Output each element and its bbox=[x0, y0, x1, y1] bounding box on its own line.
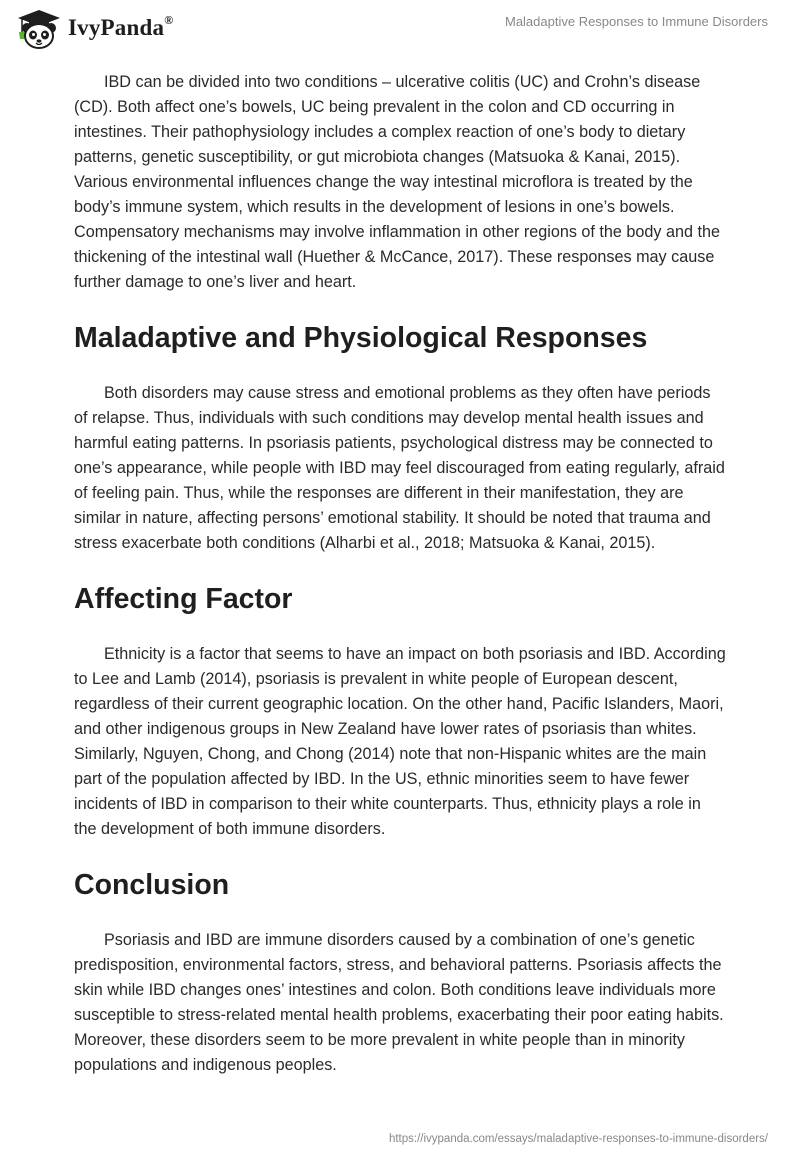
intro-paragraph: IBD can be divided into two conditions – ulcerative colitis (UC) and Crohn’s disease (CD). Both affect one’s bowels, UC being prevalent in the colon and CD occurring in intestines. Their pathophysiology includes a complex reaction of one’s body to dietary patterns, genetic susceptibility, or gut microbiota changes (Matsuoka & Kanai, 2015). Various environmental influences change the way intestinal microflora is treated by the body’s immune system, which results in the development of lesions in one’s bowels. Compensatory mechanisms may involve inflammation in other regions of the body and the thickening of the intestinal wall (Huether & McCance, 2017). These responses may cause further damage to one’s liver and heart. bbox=[74, 73, 721, 291]
document-title: Maladaptive Responses to Immune Disorders bbox=[504, 14, 768, 29]
section-heading-affecting-factor: Affecting Factor bbox=[74, 583, 293, 615]
panda-graduate-icon bbox=[16, 8, 62, 50]
source-url-link[interactable]: https://ivypanda.com/essays/maladaptive-responses-to-immune-disorders/ bbox=[388, 1133, 768, 1145]
section-heading-responses: Maladaptive and Physiological Responses bbox=[74, 322, 648, 354]
page-header bbox=[0, 0, 800, 60]
ivypanda-logo[interactable] bbox=[16, 8, 173, 50]
section-heading-conclusion: Conclusion bbox=[74, 869, 230, 901]
conclusion-paragraph: Psoriasis and IBD are immune disorders caused by a combination of one’s genetic predisposition, environmental factors, stress, and behavioral patterns. Psoriasis affects the skin while IBD changes ones’ intestines and colon. Both conditions leave individuals more susceptible to stress-related mental health problems, exacerbating their poor eating habits. Moreover, these disorders seem to be more prevalent in white people than in minority populations and indigenous peoples. bbox=[74, 931, 724, 1074]
affecting-factor-paragraph: Ethnicity is a factor that seems to have an impact on both psoriasis and IBD. According to Lee and Lamb (2014), psoriasis is prevalent in white people of European descent, regardless of their current geographic location. On the other hand, Pacific Islanders, Maori, and other indigenous groups in New Zealand have lower rates of psoriasis than whites. Similarly, Nguyen, Chong, and Chong (2014) note that non-Hispanic whites are the main part of the population affected by IBD. In the US, ethnic minorities seem to have fewer incidents of IBD in comparison to their white counterparts. Thus, ethnicity plays a role in the development of both immune disorders. bbox=[74, 645, 726, 838]
brand-name: IvyPanda® bbox=[68, 13, 174, 40]
registered-mark: ® bbox=[164, 13, 174, 28]
responses-paragraph: Both disorders may cause stress and emotional problems as they often have periods of relapse. Thus, individuals with such conditions may develop mental health issues and harmful eating patterns. In psoriasis patients, psychological distress may be connected to one’s appearance, while people with IBD may feel discouraged from eating regularly, afraid of feeling pain. Thus, while the responses are different in their manifestation, they are similar in nature, affecting persons’ emotional stability. It should be noted that trauma and stress exacerbate both conditions (Alharbi et al., 2018; Matsuoka & Kanai, 2015). bbox=[74, 384, 725, 552]
essay-body bbox=[74, 70, 726, 1094]
